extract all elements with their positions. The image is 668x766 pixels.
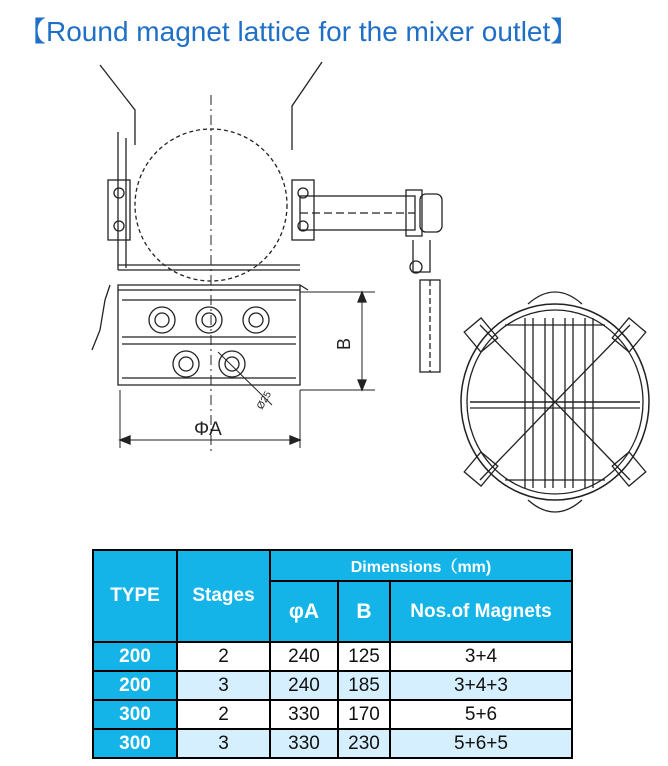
cell-b: 125: [338, 642, 390, 671]
actuator-head: [420, 194, 442, 232]
cell-b: 170: [338, 700, 390, 729]
cell-magnets: 5+6+5: [390, 729, 572, 758]
cell-stages: 2: [177, 700, 270, 729]
header-stages: Stages: [177, 550, 270, 642]
bolt-label: Ø25: [255, 389, 275, 412]
table-row: [93, 642, 572, 671]
table-row: [93, 671, 572, 700]
title-close-bracket: 】: [550, 16, 579, 47]
cell-phi-a: 330: [270, 700, 338, 729]
lattice-top-view: [461, 292, 649, 512]
b-label: B: [334, 337, 354, 350]
title-text: Round magnet lattice for the mixer outlet: [46, 16, 551, 47]
hopper-right-wall: [292, 62, 322, 150]
technical-drawing: [0, 55, 668, 545]
cell-stages: 3: [177, 671, 270, 700]
header-phi-a: φA: [270, 581, 338, 642]
cell-phi-a: 240: [270, 671, 338, 700]
header-b: B: [338, 581, 390, 642]
cell-magnets: 3+4: [390, 642, 572, 671]
title-open-bracket: 【: [18, 16, 47, 47]
cell-phi-a: 240: [270, 642, 338, 671]
cell-magnets: 5+6: [390, 700, 572, 729]
cell-b: 185: [338, 671, 390, 700]
cell-b: 230: [338, 729, 390, 758]
cell-type: 200: [93, 671, 177, 700]
table-row: [93, 700, 572, 729]
table-row: [93, 729, 572, 758]
spec-table: [92, 549, 573, 759]
cell-type: 200: [93, 642, 177, 671]
cell-type: 300: [93, 729, 177, 758]
page-title: [18, 10, 578, 54]
header-type: TYPE: [93, 550, 177, 642]
cell-phi-a: 330: [270, 729, 338, 758]
cell-stages: 2: [177, 642, 270, 671]
cell-stages: 3: [177, 729, 270, 758]
header-magnets: Nos.of Magnets: [390, 581, 572, 642]
cell-type: 300: [93, 700, 177, 729]
header-dimensions: Dimensions（mm): [270, 550, 572, 581]
cell-magnets: 3+4+3: [390, 671, 572, 700]
phi-a-label: ΦA: [194, 419, 222, 440]
